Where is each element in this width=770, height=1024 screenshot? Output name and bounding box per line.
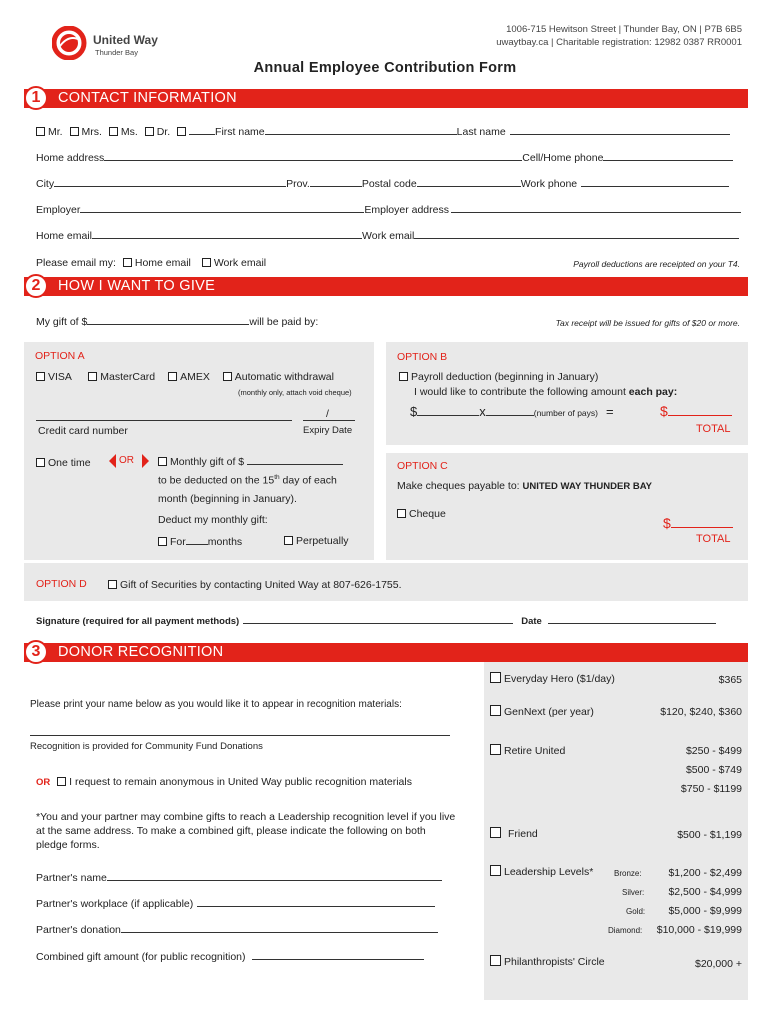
auto-withdrawal-checkbox[interactable] [223, 372, 232, 381]
philanthropists-price: $20,000 + [694, 958, 742, 970]
partner-donation-row [36, 923, 438, 936]
mrs-checkbox[interactable] [70, 127, 79, 136]
payroll-note: Payroll deductions are receipted on your T4. [573, 259, 740, 269]
partner-donation-label: Partner's donation [36, 924, 121, 936]
work-phone-field[interactable] [581, 177, 729, 187]
retire-price-1: $250 - $499 [685, 745, 742, 757]
partner-name-row [36, 871, 442, 884]
employer-label: Employer [36, 204, 81, 216]
monthly-gift-row [158, 455, 343, 468]
one-time-checkbox[interactable] [36, 458, 45, 467]
signature-field[interactable] [243, 614, 513, 624]
combined-gift-label: Combined gift amount (for public recognition) [36, 951, 246, 963]
retire-row [490, 744, 565, 757]
for-months-row [158, 535, 242, 548]
signature-row [36, 614, 716, 627]
perpetually-checkbox[interactable] [284, 536, 293, 545]
gennext-price: $120, $240, $360 [660, 706, 742, 718]
deduct-line2: month (beginning in January). [158, 493, 297, 505]
section3-bar-right [484, 643, 748, 662]
diamond-label: Diamond: [608, 926, 643, 935]
prov-label: Prov. [286, 178, 310, 190]
work-email-field[interactable] [414, 229, 739, 239]
securities-row [108, 579, 402, 591]
cheque-row [397, 508, 446, 520]
print-name-label: Please print your name below as you would like it to appear in recognition materials: [30, 699, 402, 710]
one-time-label: One time [48, 457, 91, 469]
cheque-total-row [663, 515, 733, 531]
form-title: Annual Employee Contribution Form [253, 60, 517, 76]
option-c-label: OPTION C [397, 460, 448, 472]
payroll-amount-field[interactable] [417, 405, 479, 416]
expiry-field[interactable] [303, 420, 355, 421]
cheque-label: Cheque [409, 508, 446, 520]
section2-title: HOW I WANT TO GIVE [58, 278, 216, 294]
hero-price: $365 [718, 674, 742, 686]
retire-label: Retire United [504, 745, 566, 757]
retire-price-3: $750 - $1199 [680, 783, 742, 795]
other-title-checkbox[interactable] [177, 127, 186, 136]
anonymous-label: I request to remain anonymous in United Way public recognition materials [69, 776, 412, 788]
contribute-label: I would like to contribute the following amount [414, 386, 626, 398]
anonymous-checkbox[interactable] [57, 777, 66, 786]
work-email-option: Work email [213, 257, 267, 269]
philanthropists-label: Philanthropists' Circle [504, 956, 605, 968]
anon-or-label: OR [36, 777, 51, 788]
partner-work-row [36, 897, 435, 910]
retire-price-2: $500 - $749 [685, 764, 742, 776]
signature-label: Signature (required for all payment methods) [36, 616, 240, 627]
perpetually-label: Perpetually [296, 535, 349, 547]
hero-label: Everyday Hero ($1/day) [504, 673, 615, 685]
num-pays-field[interactable] [486, 405, 534, 416]
partner-donation-field[interactable] [121, 923, 438, 933]
card-type-row [36, 371, 334, 383]
perpetually-row [284, 535, 349, 547]
prov-field[interactable] [310, 177, 362, 187]
silver-label: Silver: [622, 888, 645, 897]
th-superscript: th [274, 474, 280, 481]
philanthropists-row [490, 955, 605, 968]
payroll-checkbox[interactable] [399, 372, 408, 381]
diamond-price: $10,000 - $19,999 [656, 924, 742, 936]
city-row [36, 177, 729, 190]
home-email-label: Home email [36, 230, 93, 242]
combine-note: *You and your partner may combine gifts to reach a Leadership recognition level if you live at the same address. To make a combined gift, please indicate the following on both pledge forms. [36, 811, 456, 851]
months-field[interactable] [186, 535, 208, 545]
home-email-checkbox[interactable] [123, 258, 132, 267]
hero-row [490, 672, 615, 685]
address-row [36, 151, 733, 164]
mastercard-label: MasterCard [100, 371, 156, 383]
work-email-label: Work email [362, 230, 415, 242]
friend-checkbox[interactable] [490, 827, 501, 838]
friend-label: Friend [508, 828, 538, 840]
credit-card-field[interactable] [36, 420, 292, 421]
gift-amount-field[interactable] [87, 315, 249, 325]
community-fund-note: Recognition is provided for Community Fund Donations [30, 741, 263, 752]
deduct-line1 [158, 474, 337, 487]
visa-label: VISA [48, 371, 72, 383]
gift-row [36, 315, 318, 328]
or-label: OR [119, 455, 134, 466]
section3-title: DONOR RECOGNITION [58, 644, 224, 660]
option-d-label: OPTION D [36, 578, 87, 590]
home-address-field[interactable] [104, 151, 522, 161]
monthly-gift-checkbox[interactable] [158, 457, 167, 466]
cell-phone-field[interactable] [603, 151, 733, 161]
gold-price: $5,000 - $9,999 [668, 905, 742, 917]
payable-label: Make cheques payable to: [397, 480, 520, 492]
gennext-checkbox[interactable] [490, 705, 501, 716]
payroll-total-label: TOTAL [696, 423, 731, 435]
mr-label: Mr. [48, 126, 63, 138]
for-label: For [170, 536, 186, 548]
home-email-option: Home email [134, 257, 191, 269]
amex-label: AMEX [180, 371, 210, 383]
bronze-price: $1,200 - $2,499 [668, 867, 742, 879]
email-row [36, 229, 739, 242]
ms-checkbox[interactable] [109, 127, 118, 136]
payee-label: UNITED WAY THUNDER BAY [522, 481, 653, 492]
partner-name-field[interactable] [107, 871, 442, 881]
org-sub: Thunder Bay [95, 48, 138, 57]
payroll-row [399, 371, 598, 383]
each-pay-label: each pay: [628, 386, 678, 398]
mastercard-checkbox[interactable] [88, 372, 97, 381]
united-way-logo-icon [52, 26, 92, 60]
partner-work-field[interactable] [197, 897, 435, 907]
monthly-gift-label: Monthly gift of $ [170, 456, 245, 468]
home-address-label: Home address [36, 152, 105, 164]
first-name-label: First name [215, 126, 265, 138]
payroll-total-field[interactable] [668, 404, 732, 416]
employer-address-field[interactable] [451, 203, 741, 213]
philanthropists-checkbox[interactable] [490, 955, 501, 966]
or-arrow [109, 453, 149, 469]
mrs-label: Mrs. [81, 126, 102, 138]
deduct-my-gift: Deduct my monthly gift: [158, 514, 268, 526]
deduct-text2: day of each [279, 474, 337, 487]
friend-price: $500 - $1,199 [677, 829, 742, 841]
postal-code-field[interactable] [417, 177, 521, 187]
email-pref-row [36, 257, 266, 269]
option-a-label: OPTION A [35, 350, 85, 362]
auto-withdrawal-label: Automatic withdrawal [234, 371, 334, 383]
work-phone-label: Work phone [520, 178, 578, 190]
employer-address-label: Employer address [364, 204, 449, 216]
last-name-field[interactable] [510, 125, 730, 135]
dr-label: Dr. [156, 126, 171, 138]
cell-phone-label: Cell/Home phone [522, 152, 604, 164]
ms-label: Ms. [120, 126, 138, 138]
date-label: Date [521, 616, 542, 627]
gold-label: Gold: [626, 907, 646, 916]
partner-work-label: Partner's workplace (if applicable) [36, 898, 194, 910]
silver-price: $2,500 - $4,999 [668, 886, 742, 898]
payroll-total-row [660, 403, 732, 419]
option-b-label: OPTION B [397, 351, 448, 363]
leadership-label: Leadership Levels* [504, 866, 594, 878]
gift-label: My gift of $ [36, 316, 88, 328]
amex-checkbox[interactable] [168, 372, 177, 381]
months-label: months [207, 536, 243, 548]
first-name-field[interactable] [265, 125, 457, 135]
payroll-total-dollar: $ [660, 403, 668, 419]
payroll-label: Payroll deduction (beginning in January) [411, 371, 599, 383]
one-time-row [36, 457, 91, 469]
combined-gift-row [36, 950, 424, 963]
tax-receipt-note: Tax receipt will be issued for gifts of $20 or more. [555, 318, 740, 328]
hero-checkbox[interactable] [490, 672, 501, 683]
deduct-text1: to be deducted on the 15 [158, 474, 275, 487]
org-web: uwaytbay.ca | Charitable registration: 12982 0387 RR0001 [496, 37, 742, 48]
recognition-name-field[interactable] [30, 735, 450, 736]
payroll-calc-row [410, 404, 614, 419]
contribute-row [414, 386, 677, 398]
cheque-checkbox[interactable] [397, 509, 406, 518]
expiry-slash: / [326, 408, 329, 420]
date-field[interactable] [548, 614, 716, 624]
equals-sign: = [605, 404, 614, 419]
friend-row [490, 827, 538, 840]
logo [52, 26, 92, 60]
auto-withdrawal-note: (monthly only, attach void cheque) [238, 388, 352, 397]
section1-number: 1 [24, 86, 48, 110]
bronze-label: Bronze: [614, 869, 642, 878]
paid-by-label: will be paid by: [249, 316, 319, 328]
city-label: City [36, 178, 55, 190]
cheque-dollar: $ [663, 515, 671, 531]
cheque-total-field[interactable] [671, 516, 733, 528]
anonymous-row [36, 776, 412, 788]
payroll-dollar: $ [410, 404, 418, 419]
org-address: 1006-715 Hewitson Street | Thunder Bay, ON | P7B 6B5 [506, 24, 742, 35]
work-email-checkbox[interactable] [202, 258, 211, 267]
gennext-label: GenNext (per year) [504, 706, 594, 718]
for-months-checkbox[interactable] [158, 537, 167, 546]
other-title-field[interactable] [189, 125, 215, 135]
postal-code-label: Postal code [361, 178, 417, 190]
recognition-levels-panel [484, 662, 748, 1000]
credit-card-label: Credit card number [38, 425, 128, 437]
gennext-row [490, 705, 594, 718]
securities-label: Gift of Securities by contacting United Way at 807-626-1755. [120, 579, 402, 591]
visa-checkbox[interactable] [36, 372, 45, 381]
payable-row [397, 480, 652, 492]
monthly-gift-field[interactable] [247, 455, 343, 465]
home-email-field[interactable] [92, 229, 362, 239]
times-sign: x [479, 404, 486, 419]
securities-checkbox[interactable] [108, 580, 117, 589]
num-pays-label: (number of pays) [533, 408, 598, 418]
leadership-checkbox[interactable] [490, 865, 501, 876]
leadership-row [490, 865, 593, 878]
employer-row [36, 203, 741, 216]
expiry-label: Expiry Date [303, 425, 353, 436]
email-pref-label: Please email my: [36, 257, 116, 269]
section2-number: 2 [24, 274, 48, 298]
mr-checkbox[interactable] [36, 127, 45, 136]
cheque-total-label: TOTAL [696, 533, 731, 545]
retire-checkbox[interactable] [490, 744, 501, 755]
dr-checkbox[interactable] [145, 127, 154, 136]
employer-field[interactable] [80, 203, 364, 213]
org-name: United Way [93, 33, 158, 47]
section3-number: 3 [24, 640, 48, 664]
city-field[interactable] [54, 177, 286, 187]
title-row [36, 125, 730, 138]
section1-title: CONTACT INFORMATION [58, 90, 237, 106]
last-name-label: Last name [456, 126, 506, 138]
partner-name-label: Partner's name [36, 872, 107, 884]
combined-gift-field[interactable] [252, 950, 424, 960]
